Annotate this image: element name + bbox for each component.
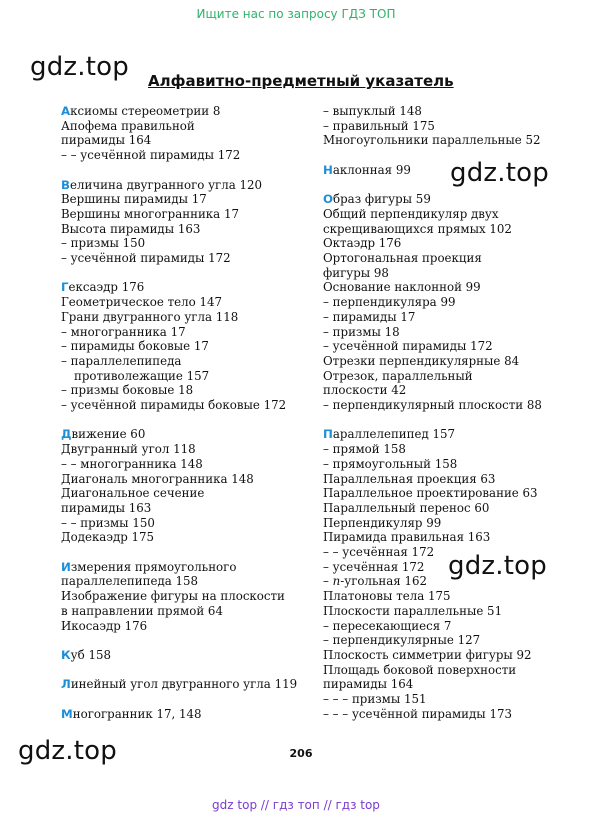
index-entry: Вершины пирамиды 17: [61, 192, 207, 207]
index-entry: – усечённой пирамиды 172: [323, 339, 493, 354]
section-letter: И: [61, 559, 71, 574]
index-entry: [61, 427, 301, 442]
index-entry: [61, 104, 301, 119]
entry-text: еличина двугранного угла 120: [70, 177, 263, 192]
index-entry: – параллелепипеда: [61, 353, 182, 368]
entry-text: уб 158: [70, 647, 111, 662]
entry-gap: [323, 413, 573, 428]
entry-text: ксиомы стереометрии 8: [70, 104, 221, 118]
index-entry: Отрезки перпендикулярные 84: [323, 353, 520, 368]
entry-gap: [61, 266, 301, 281]
index-entry: пирамиды 164: [61, 133, 152, 148]
index-entry: скрещивающихся прямых 102: [323, 221, 512, 236]
index-entry: Параллельная проекция 63: [323, 471, 496, 486]
entry-prefix: –: [323, 574, 333, 589]
entry-text: инейный угол двугранного угла 119: [70, 677, 298, 692]
entry-text: змерения прямоугольного: [70, 559, 237, 574]
entry-text: араллелепипед 157: [332, 427, 456, 442]
page-number: 206: [289, 747, 313, 760]
index-entry: Плоскость симметрии фигуры 92: [323, 647, 532, 662]
index-title: Алфавитно-предметный указатель: [148, 72, 454, 90]
watermark-right-upper: gdz.top: [450, 158, 549, 188]
index-entry: – призмы 18: [323, 324, 400, 339]
index-entry: [323, 427, 573, 442]
index-entry: [61, 648, 301, 663]
index-entry: – – усечённой пирамиды 172: [61, 148, 241, 163]
index-entry: Додекаэдр 175: [61, 530, 155, 545]
section-letter: Г: [61, 280, 69, 295]
index-entry: – перпендикуляра 99: [323, 295, 456, 310]
watermark-right-lower: gdz.top: [448, 551, 547, 581]
index-entry: – выпуклый 148: [323, 104, 422, 118]
entry-text: ексаэдр 176: [68, 280, 145, 295]
index-entry: Высота пирамиды 163: [61, 221, 201, 236]
index-entry: – прямоугольный 158: [323, 456, 458, 471]
index-entry: Ортогональная проекция: [323, 251, 482, 265]
index-entry: Двугранный угол 118: [61, 442, 196, 457]
index-entry: Параллельное проектирование 63: [323, 486, 538, 501]
index-entry: [323, 574, 573, 589]
index-entry: Диагональное сечение: [61, 486, 205, 501]
index-entry: Платоновы тела 175: [323, 589, 451, 604]
index-entry: – пирамиды боковые 17: [61, 339, 209, 354]
index-entry: Икосаэдр 176: [61, 618, 148, 633]
index-entry: параллелепипеда 158: [61, 574, 199, 589]
index-entry: Вершины многогранника 17: [61, 206, 239, 221]
index-entry: – – многогранника 148: [61, 456, 203, 471]
section-letter: А: [61, 104, 71, 118]
index-entry: – многогранника 17: [61, 324, 186, 339]
entry-text: браз фигуры 59: [333, 192, 431, 207]
entry-gap: [61, 545, 301, 560]
index-entry: Октаэдр 176: [323, 236, 402, 251]
section-letter: Л: [61, 677, 71, 692]
index-entry: Пирамида правильная 163: [323, 530, 491, 545]
index-entry: Основание наклонной 99: [323, 280, 481, 295]
section-letter: Н: [323, 162, 333, 177]
index-entry: – пересекающиеся 7: [323, 618, 452, 633]
entry-gap: [61, 163, 301, 178]
index-entry: – правильный 175: [323, 118, 435, 133]
index-entry: [61, 707, 301, 722]
index-entry: Параллельный перенос 60: [323, 500, 490, 515]
index-column-left: [61, 104, 301, 721]
footer-links: gdz top // гдз топ // гдз top: [212, 798, 380, 812]
index-entry: – призмы боковые 18: [61, 383, 194, 398]
index-entry: [61, 677, 301, 692]
index-entry: Диагональ многогранника 148: [61, 471, 254, 486]
index-entry: [61, 560, 301, 575]
entry-text: ногогранник 17, 148: [72, 706, 202, 721]
entry-gap: [61, 633, 301, 648]
entry-text: -угольная 162: [340, 574, 427, 589]
index-entry: – усечённой пирамиды 172: [61, 251, 231, 266]
index-entry: Перпендикуляр 99: [323, 515, 442, 530]
watermark-top-left: gdz.top: [30, 52, 129, 82]
watermark-bottom-left: gdz.top: [18, 736, 117, 766]
entry-gap: [61, 663, 301, 678]
entry-gap: [323, 178, 573, 193]
index-entry: [323, 192, 573, 207]
index-entry: – – усечённая 172: [323, 545, 435, 560]
index-entry: Отрезок, параллельный: [323, 368, 473, 383]
index-entry: Геометрическое тело 147: [61, 295, 222, 310]
index-entry: [323, 163, 573, 178]
section-letter: Д: [61, 427, 72, 442]
section-letter: В: [61, 177, 70, 192]
index-entry: – призмы 150: [61, 236, 146, 251]
index-entry: в направлении прямой 64: [61, 603, 223, 618]
entry-text: аклонная 99: [332, 162, 411, 177]
index-entry: – перпендикулярные 127: [323, 633, 481, 648]
index-entry: пирамиды 164: [323, 677, 414, 692]
index-entry: Грани двугранного угла 118: [61, 309, 239, 324]
section-letter: О: [323, 192, 334, 207]
index-entry: – пирамиды 17: [323, 309, 416, 324]
index-column-right: [323, 104, 573, 721]
index-entry: – – призмы 150: [61, 515, 155, 530]
entry-gap: [61, 692, 301, 707]
index-entry: Многоугольники параллельные 52: [323, 133, 541, 148]
index-entry: – – – призмы 151: [323, 692, 427, 707]
section-letter: П: [323, 427, 333, 442]
index-entry: Плоскости параллельные 51: [323, 603, 503, 618]
entry-italic: n: [332, 574, 341, 589]
index-entry: – перпендикулярный плоскости 88: [323, 398, 542, 413]
index-entry: Общий перпендикуляр двух: [323, 206, 499, 221]
index-entry: [61, 178, 301, 193]
index-entry: – прямой 158: [323, 442, 406, 457]
index-entry: фигуры 98: [323, 265, 389, 280]
entry-text: вижение 60: [71, 427, 146, 442]
entry-gap: [61, 413, 301, 428]
entry-gap: [323, 148, 573, 163]
index-entry: – усечённая 172: [323, 559, 425, 574]
index-entry: плоскости 42: [323, 383, 407, 398]
index-entry: пирамиды 163: [61, 500, 152, 515]
index-entry: Изображение фигуры на плоскости: [61, 589, 285, 604]
search-banner: Ищите нас по запросу ГДЗ ТОП: [196, 7, 396, 21]
index-entry: [61, 280, 301, 295]
index-entry: – усечённой пирамиды боковые 172: [61, 398, 287, 413]
index-entry: – – – усечённой пирамиды 173: [323, 706, 512, 721]
index-entry: противолежащие 157: [74, 368, 210, 383]
section-letter: М: [61, 706, 73, 721]
index-entry: Площадь боковой поверхности: [323, 662, 517, 677]
index-entry: Апофема правильной: [61, 118, 195, 133]
section-letter: К: [61, 647, 71, 662]
